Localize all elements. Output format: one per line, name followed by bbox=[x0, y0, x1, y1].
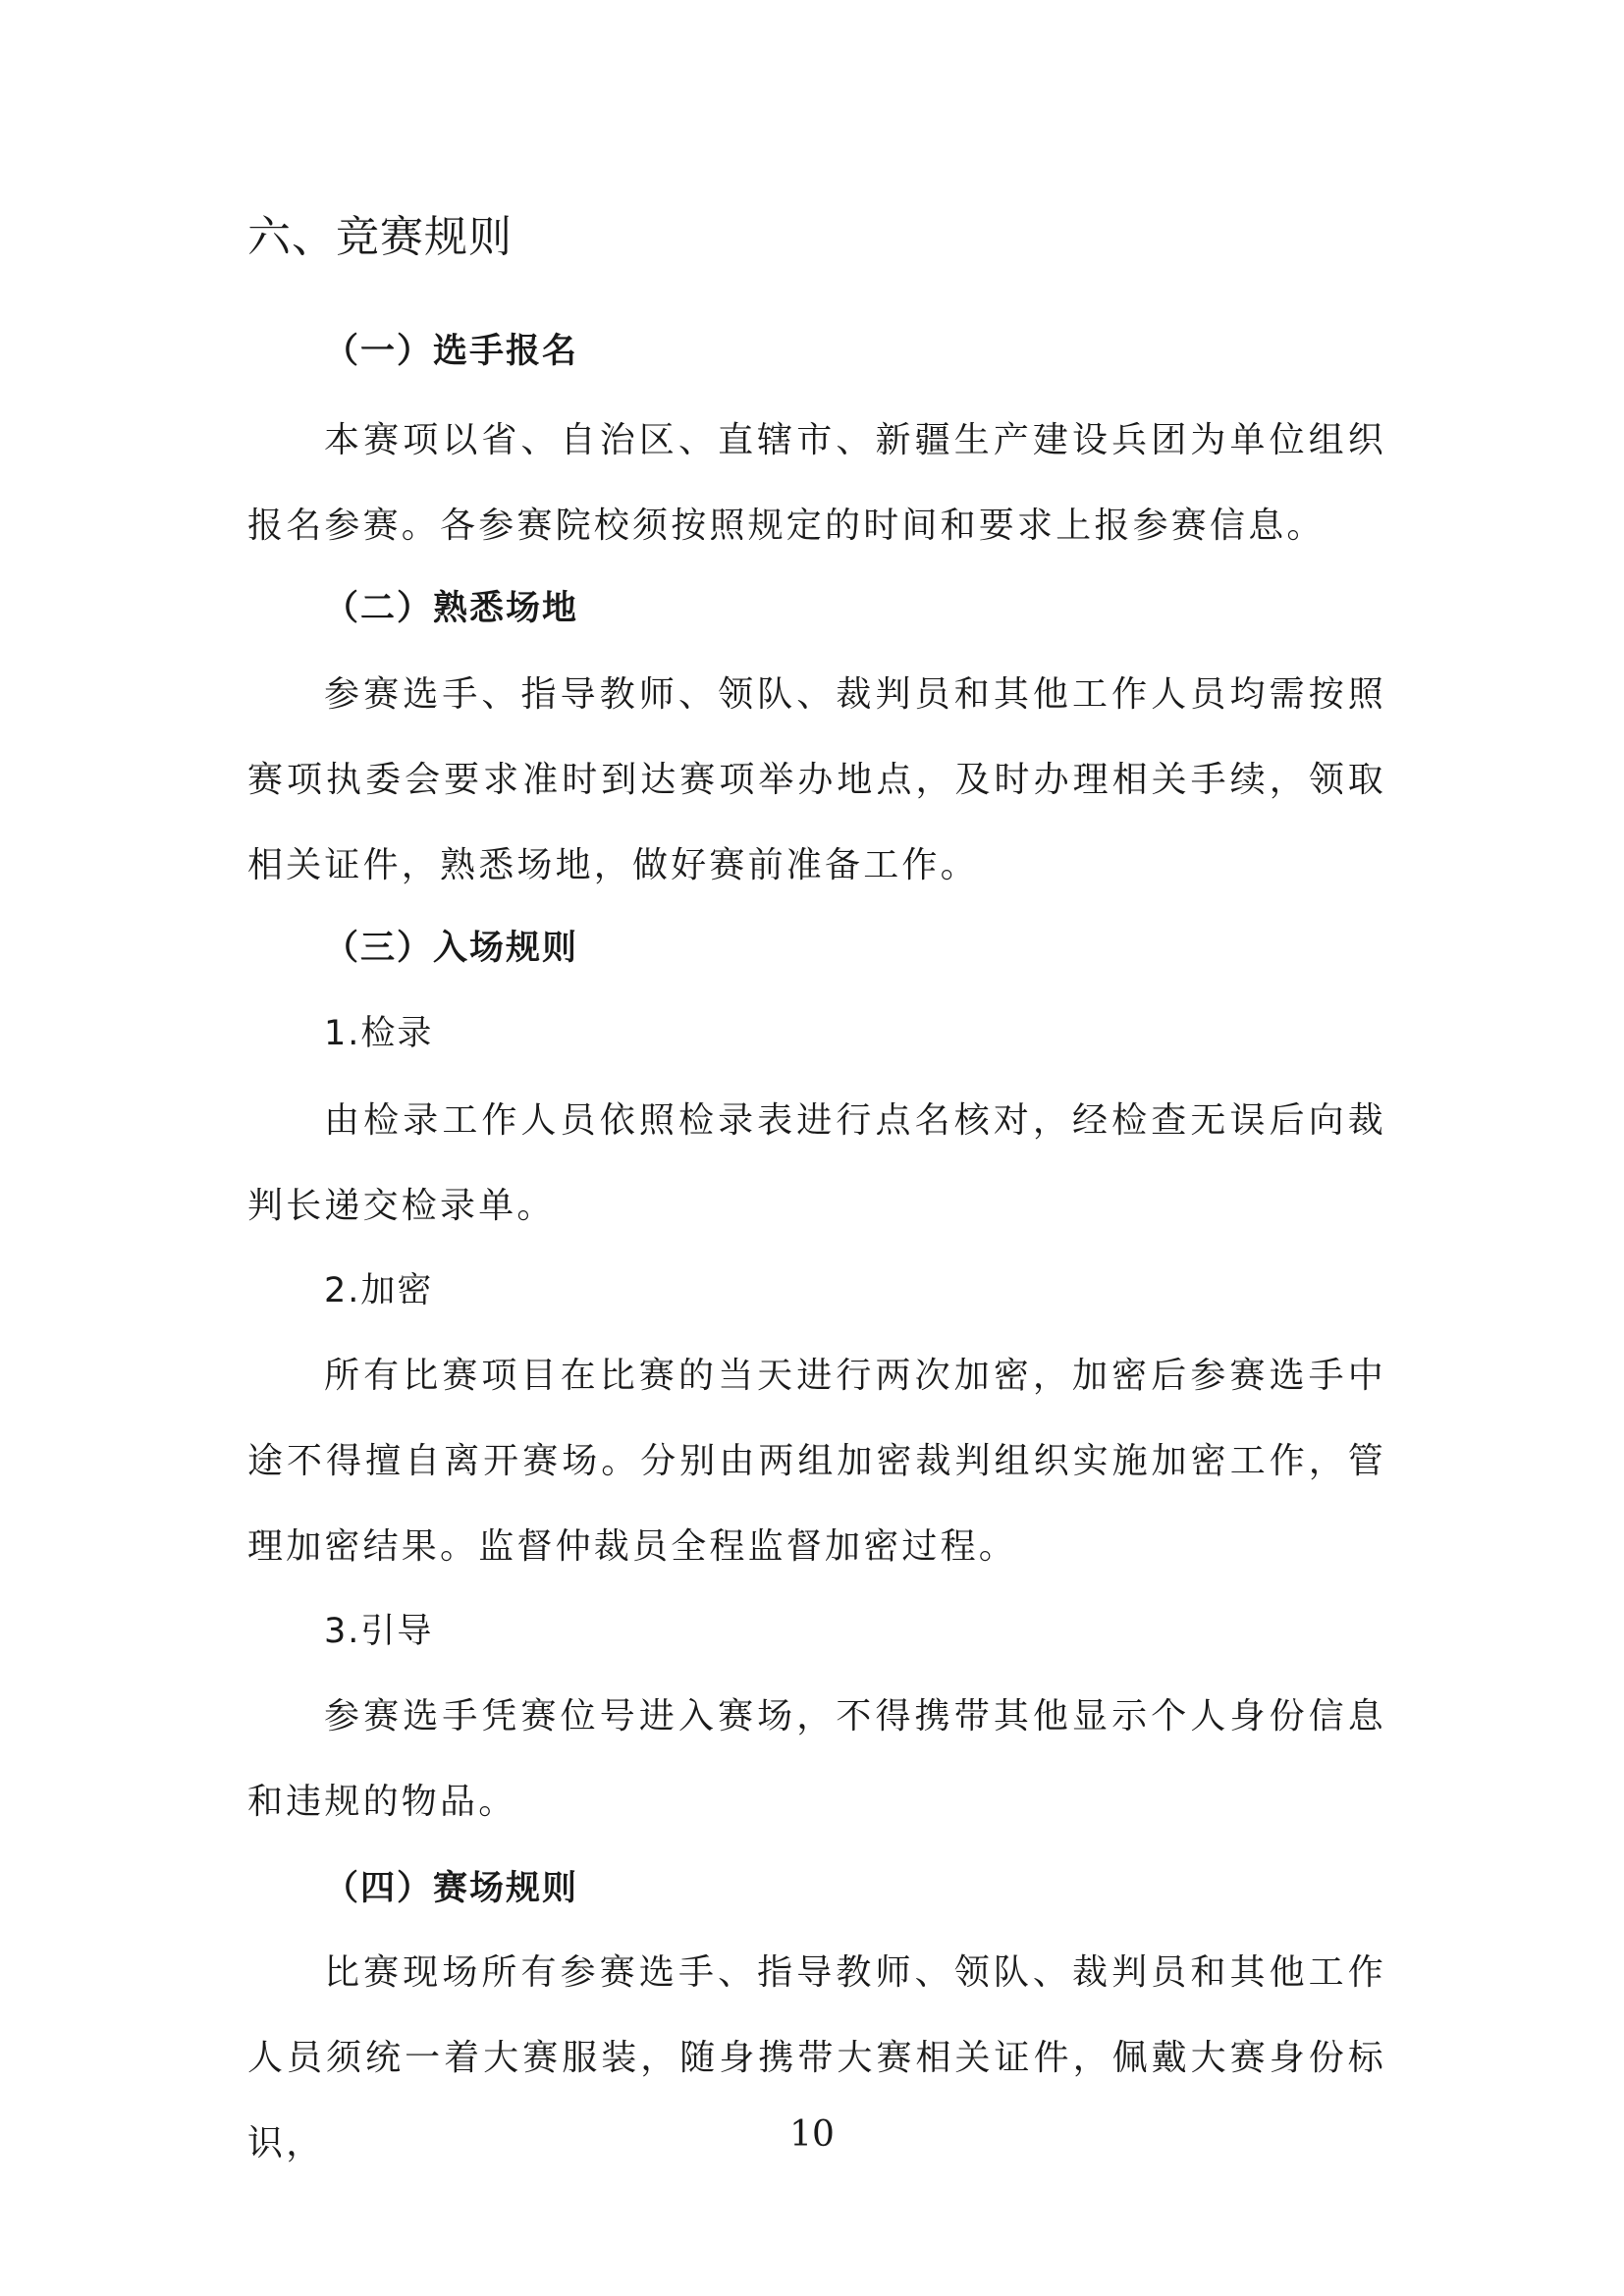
paragraph-guidance: 参赛选手凭赛位号进入赛场，不得携带其他显示个人身份信息和违规的物品。 bbox=[247, 1696, 1386, 1822]
paragraph-venue-rules: 比赛现场所有参赛选手、指导教师、领队、裁判员和其他工作人员须统一着大赛服装，随身携带大赛相关证件，佩戴大赛身份标识， bbox=[247, 1952, 1386, 2163]
paragraph-encryption: 所有比赛项目在比赛的当天进行两次加密，加密后参赛选手中途不得擅自离开赛场。分别由两组加密裁判组织实施加密工作，管理加密结果。监督仲裁员全程监督加密过程。 bbox=[247, 1356, 1386, 1567]
paragraph-familiarize: 参赛选手、指导教师、领队、裁判员和其他工作人员均需按照赛项执委会要求准时到达赛项举办地点，及时办理相关手续，领取相关证件，熟悉场地，做好赛前准备工作。 bbox=[247, 674, 1386, 885]
paragraph-registration: 本赛项以省、自治区、直辖市、新疆生产建设兵团为单位组织报名参赛。各参赛院校须按照规定的时间和要求上报参赛信息。 bbox=[247, 420, 1386, 546]
page-number: 10 bbox=[789, 2114, 835, 2155]
item-heading-guidance: 3.引导 bbox=[324, 1612, 434, 1651]
paragraph-checkin: 由检录工作人员依照检录表进行点名核对，经检查无误后向裁判长递交检录单。 bbox=[247, 1100, 1386, 1226]
section-title: 六、竞赛规则 bbox=[247, 212, 513, 262]
item-heading-encryption: 2.加密 bbox=[324, 1271, 434, 1310]
item-heading-checkin: 1.检录 bbox=[324, 1014, 434, 1053]
subsection-heading-registration: （一）选手报名 bbox=[324, 332, 579, 371]
subsection-heading-entry-rules: （三）入场规则 bbox=[324, 929, 579, 968]
subsection-heading-venue-rules: （四）赛场规则 bbox=[324, 1869, 579, 1908]
subsection-heading-familiarize: （二）熟悉场地 bbox=[324, 589, 579, 628]
